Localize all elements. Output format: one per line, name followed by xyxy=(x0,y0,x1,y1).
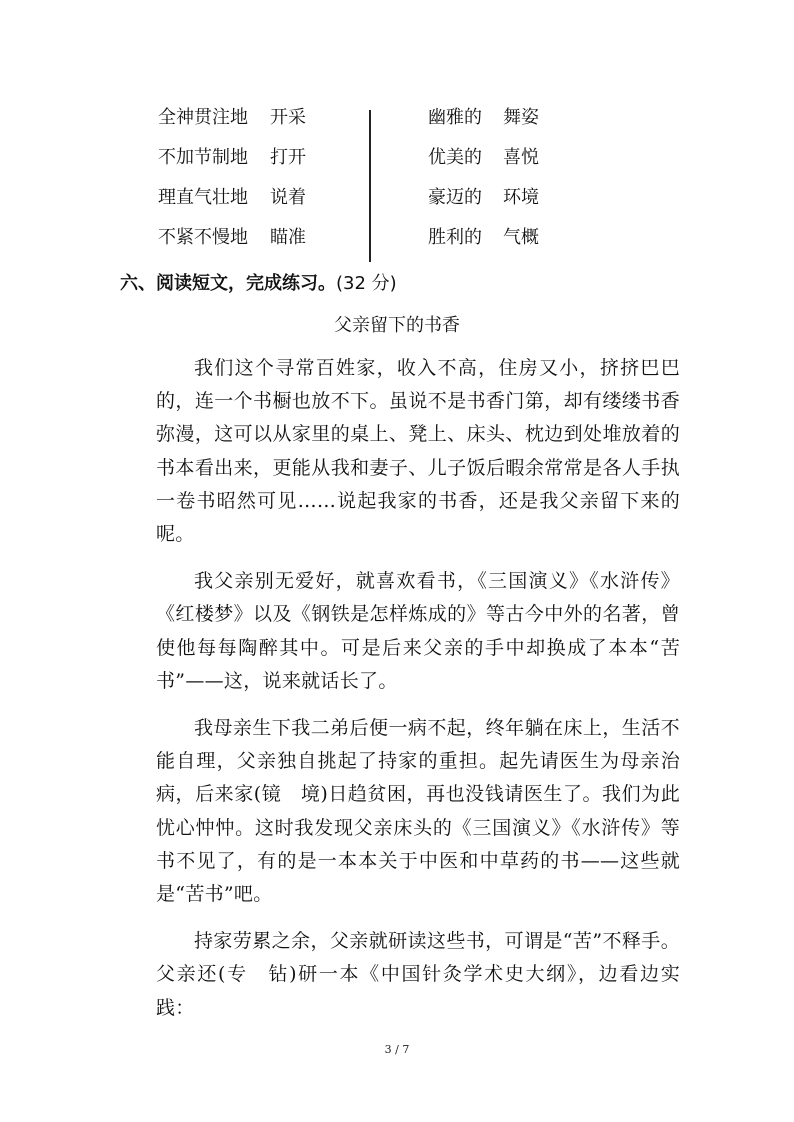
match-row xyxy=(428,224,539,264)
section-title: 六、阅读短文，完成练习。 xyxy=(120,273,336,294)
section-heading xyxy=(120,270,397,298)
verb-word: 瞄准 xyxy=(270,227,306,248)
adjective-phrase: 胜利的 xyxy=(428,227,482,248)
paragraph: 我们这个寻常百姓家，收入不高，住房又小，挤挤巴巴的，连一个书橱也放不下。虽说不是书香门第，却有缕缕书香弥漫，这可以从家里的桌上、凳上、床头、枕边到处堆放着的书本看出来，更能从我和妻子、儿子饭后暇余常常是各人手执一卷书昭然可见……说起我家的书香，还是我父亲留下来的呢。 xyxy=(156,357,680,546)
noun-word: 喜悦 xyxy=(503,147,539,168)
page-number: 3 / 7 xyxy=(384,1043,410,1056)
verb-word: 说着 xyxy=(270,187,306,208)
article-body xyxy=(156,352,680,1039)
verb-word: 开采 xyxy=(270,107,306,128)
match-row xyxy=(158,104,306,144)
match-row xyxy=(428,144,539,184)
article-title: 父亲留下的书香 xyxy=(334,315,460,336)
match-left-column xyxy=(158,104,306,264)
adjective-phrase: 豪迈的 xyxy=(428,187,482,208)
adjective-phrase: 优美的 xyxy=(428,147,482,168)
verb-word: 打开 xyxy=(270,147,306,168)
match-right-column xyxy=(428,104,539,264)
paragraph: 持家劳累之余，父亲就研读这些书，可谓是“苦”不释手。父亲还(专 钻)研一本《中国针灸学术史大纲》，边看边实践： xyxy=(156,930,680,1019)
adverb-phrase: 不加节制地 xyxy=(158,147,248,168)
matching-exercise xyxy=(158,104,578,260)
noun-word: 气概 xyxy=(503,227,539,248)
noun-word: 环境 xyxy=(503,187,539,208)
match-row xyxy=(158,224,306,264)
noun-word: 舞姿 xyxy=(503,107,539,128)
match-row xyxy=(428,184,539,224)
paragraph: 我母亲生下我二弟后便一病不起，终年躺在床上，生活不能自理，父亲独自挑起了持家的重担。起先请医生为母亲治病，后来家(镜 境)日趋贫困，再也没钱请医生了。我们为此忧心忡忡。这时我发现父亲床头的《三国演义》《水浒传》等书不见了，有的是一本本关于中医和中草药的书——这些就是“苦书”吧。 xyxy=(156,717,680,906)
column-divider xyxy=(369,110,371,262)
match-row xyxy=(428,104,539,144)
adverb-phrase: 全神贯注地 xyxy=(158,107,248,128)
adjective-phrase: 幽雅的 xyxy=(428,107,482,128)
match-row xyxy=(158,184,306,224)
match-row xyxy=(158,144,306,184)
paragraph: 我父亲别无爱好，就喜欢看书，《三国演义》《水浒传》《红楼梦》以及《钢铁是怎样炼成的》等古今中外的名著，曾使他每每陶醉其中。可是后来父亲的手中却换成了本本“苦书”——这，说来就话长了。 xyxy=(156,570,680,692)
adverb-phrase: 理直气壮地 xyxy=(158,187,248,208)
section-score: (32 分) xyxy=(336,273,397,294)
adverb-phrase: 不紧不慢地 xyxy=(158,227,248,248)
